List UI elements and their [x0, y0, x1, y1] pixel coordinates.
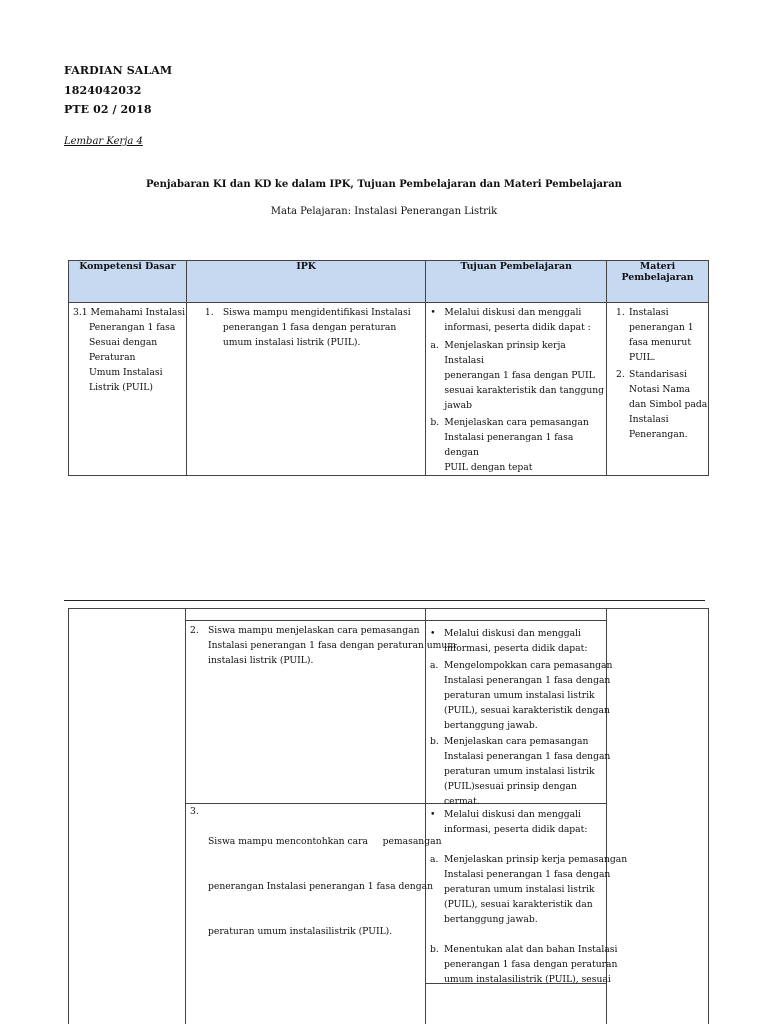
competency-table-1 — [68, 260, 709, 476]
ipk-line: umum instalasi listrik (PUIL). — [222, 337, 361, 348]
tujuan-row-2 — [426, 626, 626, 809]
ipk-line: Siswa mampu mengidentifikasi Instalasi — [222, 307, 411, 318]
tujuan-item: • Melalui diskusi dan menggali informasi, peserta didik dapat: — [430, 628, 588, 654]
tujuan-row-3 — [426, 807, 626, 987]
page-separator — [64, 600, 705, 601]
header-kompetensi-dasar: Kompetensi Dasar — [69, 261, 187, 303]
kd-line: 3.1 Memahami Instalasi — [73, 307, 186, 318]
student-number: 1824042032 — [64, 84, 142, 97]
header-materi: Materi Pembelajaran — [607, 261, 709, 303]
author-name: FARDIAN SALAM — [64, 64, 173, 77]
kd-line: Umum Instalasi — [89, 367, 163, 378]
tujuan-item: b. Menjelaskan cara pemasangan Instalasi penerangan 1 fasa dengan PUIL dengan tepat — [430, 417, 589, 473]
tujuan-cell — [426, 303, 607, 476]
subject-subtitle: Mata Pelajaran: Instalasi Penerangan Listrik — [270, 206, 498, 217]
kd-line: Listrik (PUIL) — [89, 382, 153, 393]
header-ipk: IPK — [186, 261, 426, 303]
tujuan-item: b. Menentukan alat dan bahan Instalasi penerangan 1 fasa dengan peraturan umum instalasilistrik (PUIL), sesuai — [430, 944, 618, 985]
kd-line: Sesuai dengan — [89, 337, 158, 348]
materi-item: 2. Standarisasi Notasi Nama dan Simbol pada Instalasi Penerangan. — [616, 369, 708, 440]
ipk-line: penerangan 1 fasa dengan peraturan — [222, 322, 397, 333]
tujuan-item: • Melalui diskusi dan menggali informasi, peserta didik dapat: — [430, 809, 588, 835]
ipk-row-2: 2. Siswa mampu menjelaskan cara pemasangan Instalasi penerangan 1 fasa dengan peraturan umum instalasi listrik (PUIL). — [190, 625, 457, 666]
document-title: Penjabaran KI dan KD ke dalam IPK, Tujuan Pembelajaran dan Materi Pembelajaran — [146, 179, 622, 190]
ipk-row-3: 3. Siswa mampu mencontohkan cara pemasangan penerangan Instalasi penerangan 1 fasa dengan peraturan umum instalasilistrik (PUIL). — [190, 806, 442, 937]
ipk-cell — [186, 303, 426, 476]
kd-line: Penerangan 1 fasa — [89, 322, 176, 333]
competency-table-2 — [68, 608, 709, 1024]
kd-line: Peraturan — [89, 352, 136, 363]
class-label: PTE 02 / 2018 — [64, 103, 152, 116]
tujuan-item: a. Mengelompokkan cara pemasangan Instalasi penerangan 1 fasa dengan peraturan umum instalasi listrik (PUIL), sesuai karakteristik dengan bertanggung jawab. — [430, 660, 613, 731]
materi-cell — [607, 303, 709, 476]
materi-item: 1. Instalasi penerangan 1 fasa menurut PUIL. — [616, 307, 694, 363]
ipk-number: 1. — [204, 307, 214, 318]
ipk-number: 3. — [190, 806, 199, 817]
tujuan-item: • Melalui diskusi dan menggali informasi, peserta didik dapat : — [430, 307, 591, 333]
ipk-number: 2. — [190, 625, 199, 636]
tujuan-item: a. Menjelaskan prinsip kerja Instalasi penerangan 1 fasa dengan PUIL sesuai karakteristik dan tanggung jawab — [430, 340, 605, 411]
header-tujuan: Tujuan Pembelajaran — [426, 261, 607, 303]
tujuan-item: a. Menjelaskan prinsip kerja pemasangan Instalasi penerangan 1 fasa dengan peraturan umum instalasi listrik (PUIL), sesuai karakteristik dan bertanggung jawab. — [430, 854, 628, 925]
tujuan-item: b. Menjelaskan cara pemasangan Instalasi penerangan 1 fasa dengan peraturan umum instalasi listrik (PUIL)sesuai prinsip dengan cermat. — [430, 736, 611, 807]
kd-cell — [69, 303, 187, 476]
worksheet-label: Lembar Kerja 4 — [64, 136, 143, 147]
